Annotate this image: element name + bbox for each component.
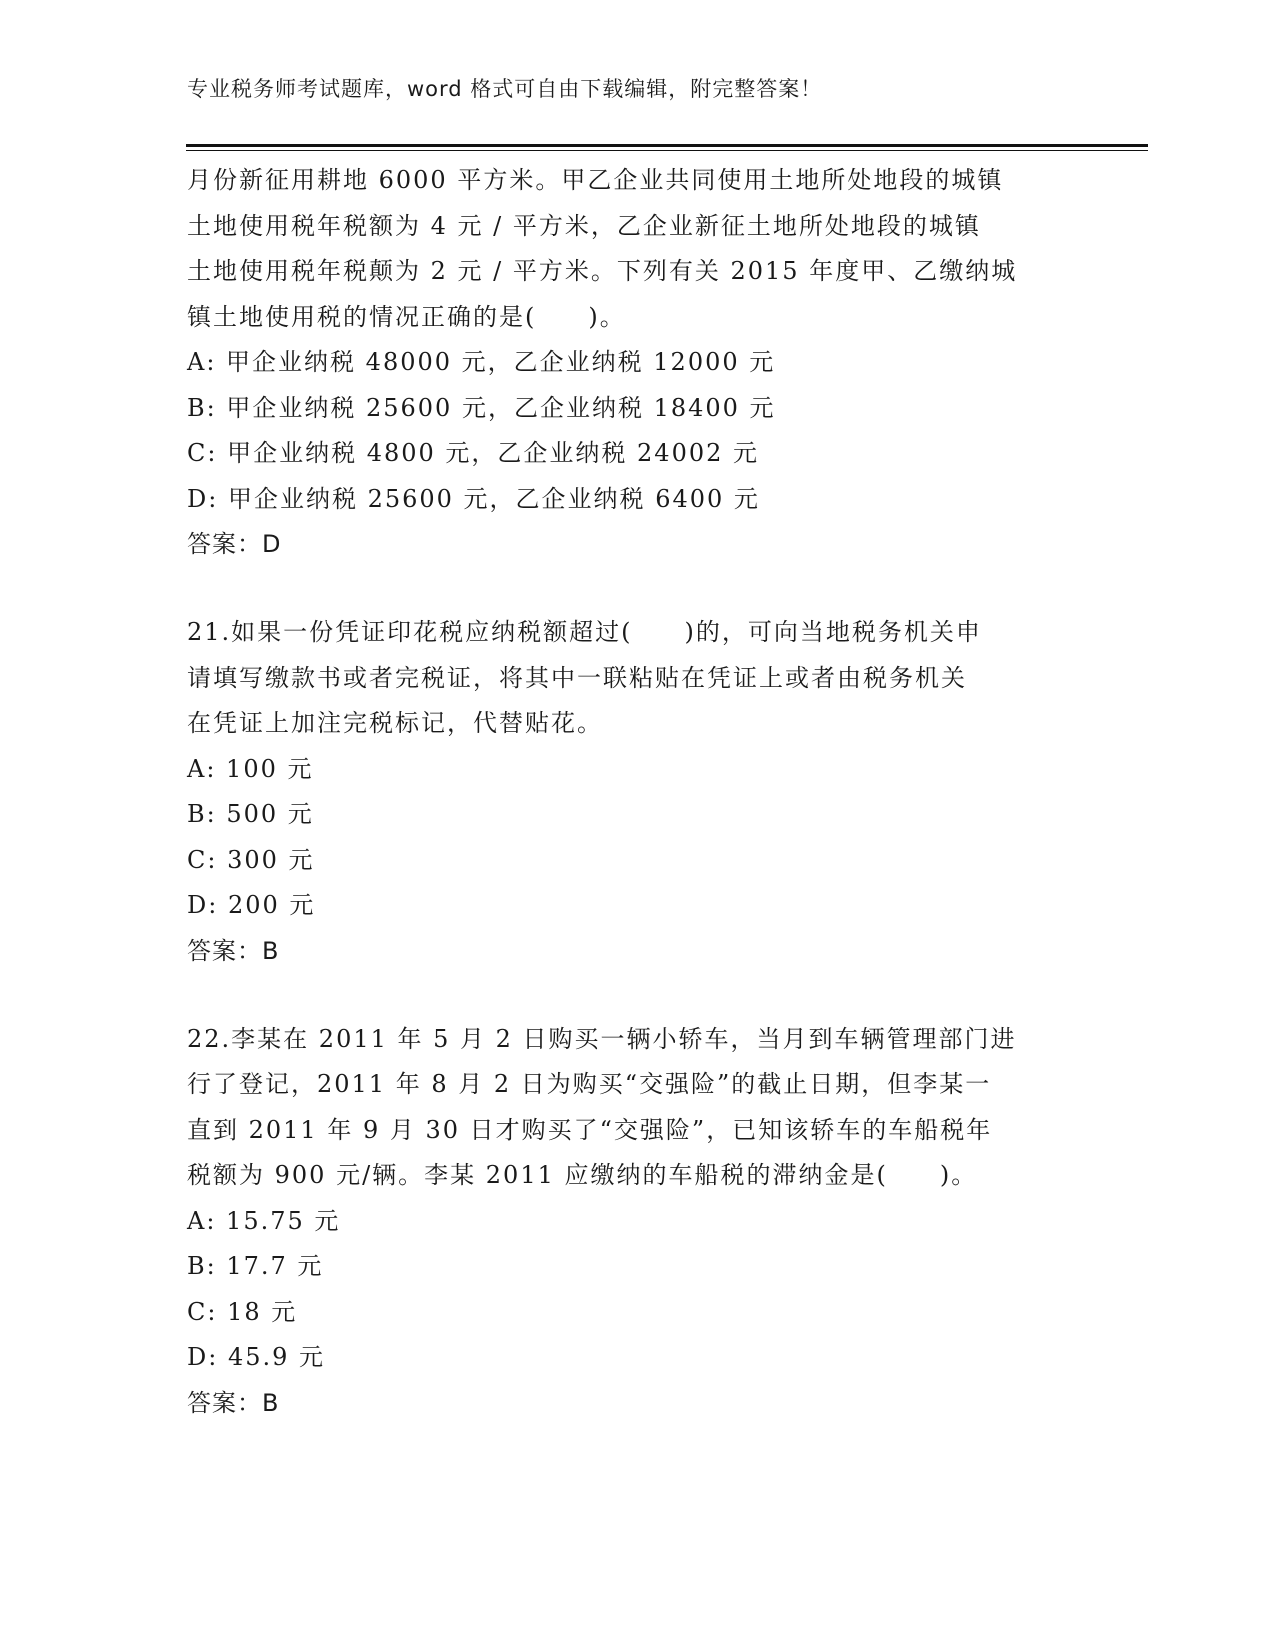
answer-line: 答案：B bbox=[187, 936, 280, 965]
question-stem-line: 税额为 900 元/辆。李某 2011 应缴纳的车船税的滞纳金是( )。 bbox=[187, 1161, 978, 1189]
question-stem-line: 镇土地使用税的情况正确的是( )。 bbox=[187, 302, 626, 331]
question-stem-line: 22.李某在 2011 年 5 月 2 日购买一辆小轿车，当月到车辆管理部门进 bbox=[187, 1024, 1017, 1053]
question-stem-line: 请填写缴款书或者完税证，将其中一联粘贴在凭证上或者由税务机关 bbox=[187, 663, 967, 692]
option-c: C: 甲企业纳税 4800 元，乙企业纳税 24002 元 bbox=[187, 439, 760, 467]
question-stem-line: 月份新征用耕地 6000 平方米。甲乙企业共同使用土地所处地段的城镇 bbox=[187, 166, 1004, 194]
option-d: D: 甲企业纳税 25600 元，乙企业纳税 6400 元 bbox=[187, 484, 760, 513]
option-a: A: 15.75 元 bbox=[187, 1206, 341, 1235]
question-21 bbox=[187, 610, 1087, 973]
option-d: D: 200 元 bbox=[187, 891, 316, 919]
question-stem-line: 土地使用税年税额为 4 元 / 平方米，乙企业新征土地所处地段的城镇 bbox=[187, 211, 981, 240]
question-stem-line: 直到 2011 年 9 月 30 日才购买了“交强险”，已知该轿车的车船税年 bbox=[187, 1115, 993, 1144]
option-b: B: 500 元 bbox=[187, 800, 314, 828]
spacer bbox=[187, 973, 1087, 1017]
answer-line: 答案：D bbox=[187, 530, 282, 558]
spacer bbox=[187, 566, 1087, 610]
question-20-continued bbox=[187, 158, 1087, 566]
header-rule-thin bbox=[186, 150, 1148, 151]
question-stem-line: 21.如果一份凭证印花税应纳税额超过( )的，可向当地税务机关申 bbox=[187, 618, 982, 646]
document-body bbox=[187, 158, 1087, 1425]
question-stem-line: 在凭证上加注完税标记，代替贴花。 bbox=[187, 709, 603, 737]
option-b: B: 17.7 元 bbox=[187, 1252, 324, 1280]
option-a: A: 甲企业纳税 48000 元，乙企业纳税 12000 元 bbox=[187, 348, 776, 376]
question-stem-line: 行了登记，2011 年 8 月 2 日为购买“交强险”的截止日期，但李某一 bbox=[187, 1070, 992, 1098]
question-stem-line: 土地使用税年税颠为 2 元 / 平方米。下列有关 2015 年度甲、乙缴纳城 bbox=[187, 257, 1018, 285]
option-a: A: 100 元 bbox=[187, 754, 314, 783]
page-header-note: 专业税务师考试题库，word 格式可自由下载编辑，附完整答案！ bbox=[187, 77, 823, 101]
option-c: C: 18 元 bbox=[187, 1297, 298, 1326]
option-b: B: 甲企业纳税 25600 元，乙企业纳税 18400 元 bbox=[187, 393, 776, 422]
header-rule-thick bbox=[186, 144, 1148, 147]
question-22 bbox=[187, 1017, 1087, 1425]
answer-line: 答案：B bbox=[187, 1388, 280, 1417]
option-d: D: 45.9 元 bbox=[187, 1343, 326, 1371]
option-c: C: 300 元 bbox=[187, 845, 315, 874]
